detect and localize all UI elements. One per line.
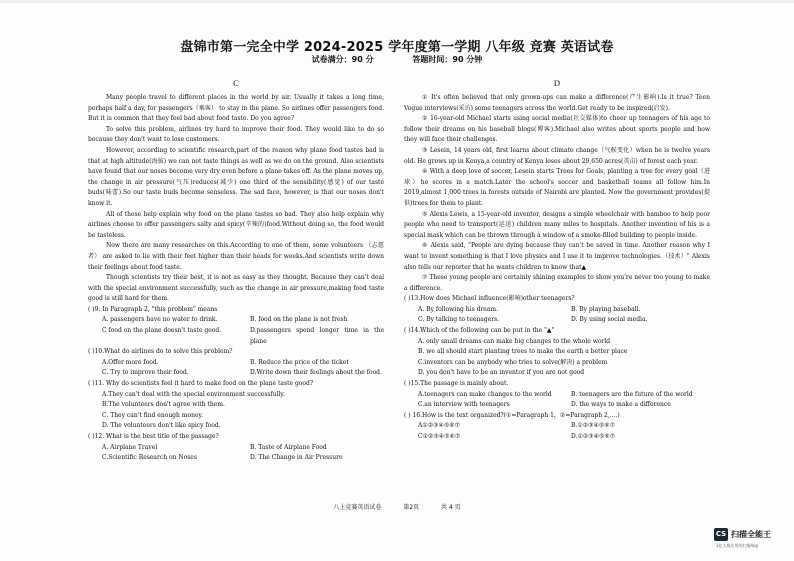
exam-time: 答题时间：90 分钟	[412, 55, 483, 64]
option: D. By using social media.	[571, 316, 648, 324]
option: A.Offer more food.	[102, 358, 159, 366]
question-stem: ( ) 16.How is the text organized?(①=Paragraph 1，②=Paragraph 2,....)	[404, 411, 620, 419]
option: C. Try to improve their food.	[102, 369, 189, 377]
option: C.Scientific Research on Noses	[102, 454, 197, 462]
option: A.teenagers can make changes to the world	[418, 390, 552, 398]
exam-title: 盘锦市第一完全中学 2024-2025 学年度第一学期 八年级 竞赛 英语试卷	[180, 40, 614, 55]
camscanner-logo-icon: CS	[714, 528, 728, 541]
option: B. Reduce the price of the ticket	[250, 358, 349, 366]
questions-d	[404, 294, 710, 442]
option-row	[88, 326, 384, 347]
section-c-heading: C	[233, 78, 239, 88]
paragraph: Many people travel to different places in the world by air. Usually it takes a long time, perhaps half a day, for passengers（乘客） to stay in the plane. So airlines offer passengers food. But it is common that they feel bad about food taste. Do you agree?	[88, 94, 384, 123]
paragraph: ⑤ Alexis Lewis, a 15-year-old inventor, designs a simple wheelchair with bamboo to help poor people who need to transport(运送) children many miles to hospitals. Another invention of his is a special mask which can be thrown through a window of a smoke-filled building to people inside.	[404, 210, 710, 239]
option-row	[404, 305, 710, 316]
passage-c-column	[88, 78, 384, 464]
question-stem: ( )10.What do airlines do to solve this problem?	[88, 348, 233, 356]
option: D. the ways to make a difference	[571, 401, 671, 409]
question-stem: ( )15.The passage is mainly about.	[404, 380, 509, 388]
option: D.①②③④⑤⑥⑦	[571, 433, 616, 440]
paragraph: ② 16-year-old Michael starts using social media(社交媒体)to cheer up teenagers of his age to follow their dreams on his baseball blogs(博客).Michael also writes about sports people and how they will face their challenges.	[404, 115, 710, 144]
option: A. By following his dream.	[418, 305, 499, 313]
passage-c-text	[88, 93, 384, 305]
full-score: 试卷满分：90 分	[311, 55, 374, 64]
footer-total: 共 4 页	[441, 504, 461, 511]
option: C①②③④⑤⑥⑦	[418, 433, 461, 440]
paragraph: ④ With a deep love of soccer, Lesein starts Trees for Goals, planting a tree for every goal（进球）he scores in a match.Later the school's soccer and basketball teams all follow him.In 2019,almost 1,000 trees in forests outside of Nairobi are planted. Now the government provides(提供)trees for them to plant.	[404, 168, 710, 207]
paragraph: ⑥ Alexis said, "People are dying because they can't be saved in time. Another reason why I want to invent something is that I love physics and I use it to improve technologies.（技术）" Alexis also tells our reporter that he wants children to know that▲	[404, 242, 710, 271]
option: C. They can't find enough money.	[102, 411, 204, 419]
option: B. Taste of Airplane Food	[250, 443, 327, 451]
option-row	[404, 400, 710, 411]
scanner-watermark	[714, 528, 788, 554]
option: D. you don't have to be an inventor if you are not good	[418, 369, 585, 377]
option: B. teenagers are the future of the world	[571, 390, 693, 398]
option-row	[88, 453, 384, 464]
option-row	[404, 390, 710, 401]
watermark-name: 扫描全能王	[731, 530, 771, 539]
page-footer	[0, 502, 794, 511]
paragraph: ① It's often believed that only grown-ups can make a difference(产生影响).Is it true? Teen Vogue interviews(采访) some teenagers across the world.Get ready to be inspired(启发).	[404, 94, 710, 112]
option: B. By playing baseball.	[571, 305, 641, 313]
option-row	[404, 432, 710, 443]
option-row	[88, 315, 384, 326]
paragraph: All of these help explain why food on the plane tastes so bad. They also help explain why airlines choose to offer passengers salty and spicy(辛辣的)food.Without doing so, the food would be tasteless.	[88, 210, 384, 239]
paragraph: Now there are many researches on this.According to one of them, some volunteers （志愿者） are asked to lie with their feet higher than their heads for weeks.And scientists write down their feelings about food taste.	[88, 242, 384, 271]
option: B.①②③④⑤⑥⑦	[571, 422, 615, 430]
option: B. food on the plane is not fresh	[250, 316, 348, 324]
option: A①②③④⑤⑥⑦	[418, 422, 460, 430]
paragraph: To solve this problem, airlines try hard to improve their food. They would like to do so because they don't want to lose customers.	[88, 125, 384, 144]
option: D. The Change in Air Pressure	[250, 454, 343, 462]
footer-page: 第2页	[403, 504, 420, 511]
question-stem: ( )14.Which of the following can be put in the "▲"	[404, 327, 555, 335]
passage-d-text	[404, 93, 710, 294]
paragraph: However, according to scientific research,part of the reason why plane food tastes bad is that at high altitude(海拔) we can not taste things as well as we do on the ground. Also scientists have found that our noses become very dry even before a plane takes off. As the plane moves up, the change in air pressure(气压)reduces(减少) one third of the sensibility(感觉) of our taste buds(味蕾).So our taste buds become senseless. The sad face, however, is that our noses don't know it.	[88, 146, 384, 207]
option-row	[88, 368, 384, 379]
option-row	[404, 315, 710, 326]
paragraph: ③ Lesein, 14 years old, first learns about climate change（气候变化）when he is twelve years old. He grows up in Kenya,a country of Kenya loses about 29,650 acres(英亩) of forest each year.	[404, 146, 710, 165]
option: D.passengers spend longer time in the plane	[250, 327, 384, 345]
passage-d-column	[404, 78, 710, 443]
option: A. passengers have no water to drink.	[102, 316, 218, 324]
option-row	[88, 358, 384, 369]
section-d-heading: D	[553, 78, 561, 88]
footer-title: 八上竞赛英语试卷	[333, 504, 382, 511]
option-row	[404, 421, 710, 432]
exam-info	[0, 54, 794, 65]
question-stem: ( )9. In Paragraph 2, "this problem" means	[88, 305, 218, 313]
option: A.They can't deal with the special environment successfully.	[102, 390, 285, 398]
questions-c	[88, 305, 384, 464]
option: A. Airplane Travel	[102, 443, 158, 451]
option: C.an interview with teenagers	[418, 401, 510, 409]
option-row	[88, 443, 384, 454]
option: C food on the plane doesn't taste good.	[102, 327, 222, 335]
question-stem: ( )12. What is the best title of the passage?	[88, 433, 219, 440]
option: C.inventors can be anybody who tries to solve(解决) a problem	[418, 358, 608, 366]
paragraph: ⑦ These young people are certainly shining examples to show you're never too young to make a difference.	[404, 274, 710, 292]
question-stem: ( )13.How does Michael influence(影响)other teenagers?	[404, 295, 575, 303]
option: D.Write down their feelings about the food.	[250, 369, 382, 377]
question-stem: ( )11. Why do scientists feel it hard to make food on the plane taste good?	[88, 380, 314, 388]
option: B.The volunteers don't agree with them.	[102, 401, 225, 409]
option: D. The volunteers don't like spicy food.	[102, 422, 221, 430]
option: A. only small dreams can make big changes to the whole world	[418, 337, 611, 345]
paragraph: Though scientists try their best, it is not as easy as they thought. Because they can't deal with the special environment successfully, such as the change in air pressure,making food taste good is still hard for them.	[88, 274, 384, 303]
option: B. we all should start planting trees to make the earth a better place	[418, 348, 628, 356]
watermark-tagline: 3亿人都在用的扫描App	[716, 543, 759, 548]
option: C. By talking to teenagers.	[418, 316, 500, 324]
